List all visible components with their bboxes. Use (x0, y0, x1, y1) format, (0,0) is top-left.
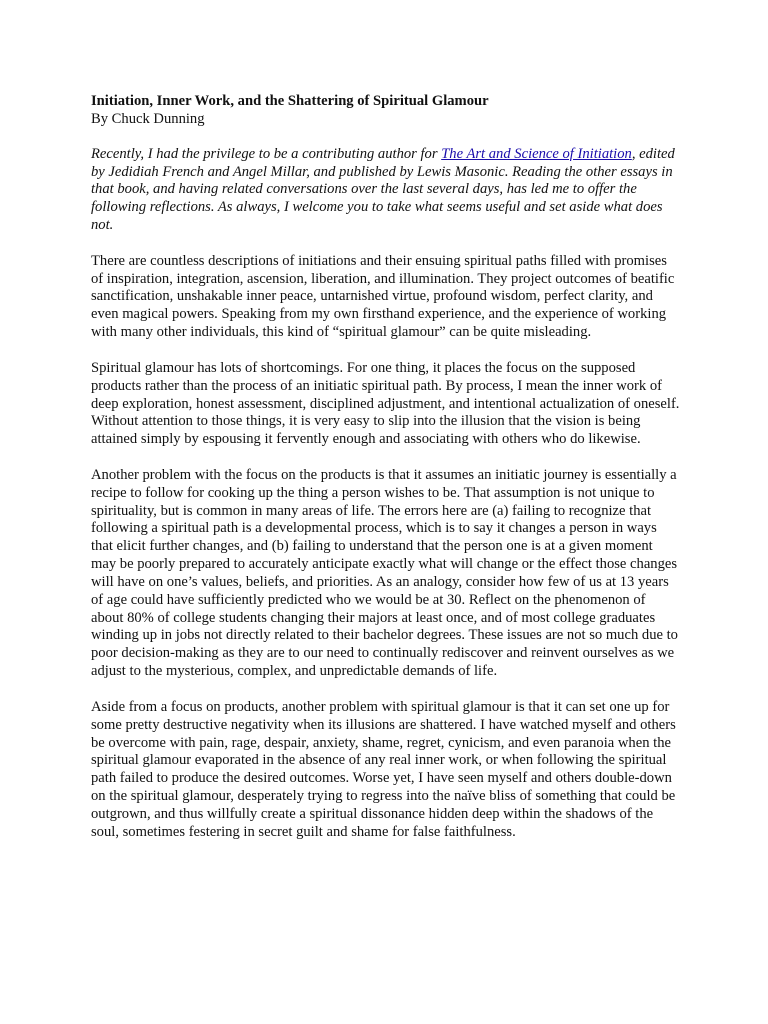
book-title-link[interactable]: The Art and Science of Initiation (441, 145, 632, 162)
intro-paragraph (91, 146, 681, 235)
body-paragraph-1: There are countless descriptions of initiations and their ensuing spiritual paths filled with promises of inspiration, integration, ascension, liberation, and illumination. They project outcomes of beatific sanctification, unshakable inner peace, untarnished virtue, profound wisdom, perfect clarity, and even magical powers. Speaking from my own firsthand experience, and the experience of working with many other individuals, this kind of “spiritual glamour” can be quite misleading. (91, 252, 675, 341)
intro-text-after-link: , edited by Jedidiah French and Angel Millar, and published by Lewis Masonic. Reading the other essays in that book, and having related conversations over the last several days, has led me to offer the following reflections. As always, I welcome you to take what seems useful and set aside what does not. (91, 145, 675, 234)
body-paragraph-3: Another problem with the focus on the products is that it assumes an initiatic journey is essentially a recipe to follow for cooking up the thing a person wishes to be. That assumption is not unique to spirituality, but is common in many areas of life. The errors here are (a) failing to recognize that following a spiritual path is a developmental process, which is to say it changes a person in ways that elicit further changes, and (b) failing to understand that the person one is at a given moment may be poorly prepared to accurately anticipate exactly what will change or the effect those changes will have on one’s values, beliefs, and priorities. As an analogy, consider how few of us at 13 years of age could have sufficiently predicted who we would be at 30. Reflect on the phenomenon of about 80% of college students changing their majors at least once, and of most college graduates winding up in jobs not directly related to their bachelor degrees. These issues are not so much due to poor decision-making as they are to our need to continually rediscover and reinvent ourselves as we adjust to the mysterious, complex, and unpredictable demands of life. (91, 466, 678, 680)
byline: By Chuck Dunning (91, 110, 205, 127)
document-title: Initiation, Inner Work, and the Shattering of Spiritual Glamour (91, 93, 489, 109)
body-paragraph-4: Aside from a focus on products, another problem with spiritual glamour is that it can set one up for some pretty destructive negativity when its illusions are shattered. I have watched myself and others be overcome with pain, rage, despair, anxiety, shame, regret, cynicism, and even paranoia when the spiritual glamour evaporated in the absence of any real inner work, or when following the spiritual path failed to produce the desired outcomes. Worse yet, I have seen myself and others double-down on the spiritual glamour, desperately trying to regress into the naïve bliss of something that could be outgrown, and thus willfully create a spiritual dissonance hidden deep within the shadows of the soul, sometimes festering in secret guilt and shame for false faithfulness. (91, 698, 676, 840)
body-paragraph-2: Spiritual glamour has lots of shortcomings. For one thing, it places the focus on the supposed products rather than the process of an initiatic spiritual path. By process, I mean the inner work of deep exploration, honest assessment, disciplined adjustment, and intentional actualization of oneself. Without attention to those things, it is very easy to slip into the illusion that the vision is being attained simply by espousing it fervently enough and associating with others who do likewise. (91, 359, 680, 448)
intro-text-before-link: Recently, I had the privilege to be a contributing author for (91, 145, 442, 162)
document-body (91, 93, 681, 859)
